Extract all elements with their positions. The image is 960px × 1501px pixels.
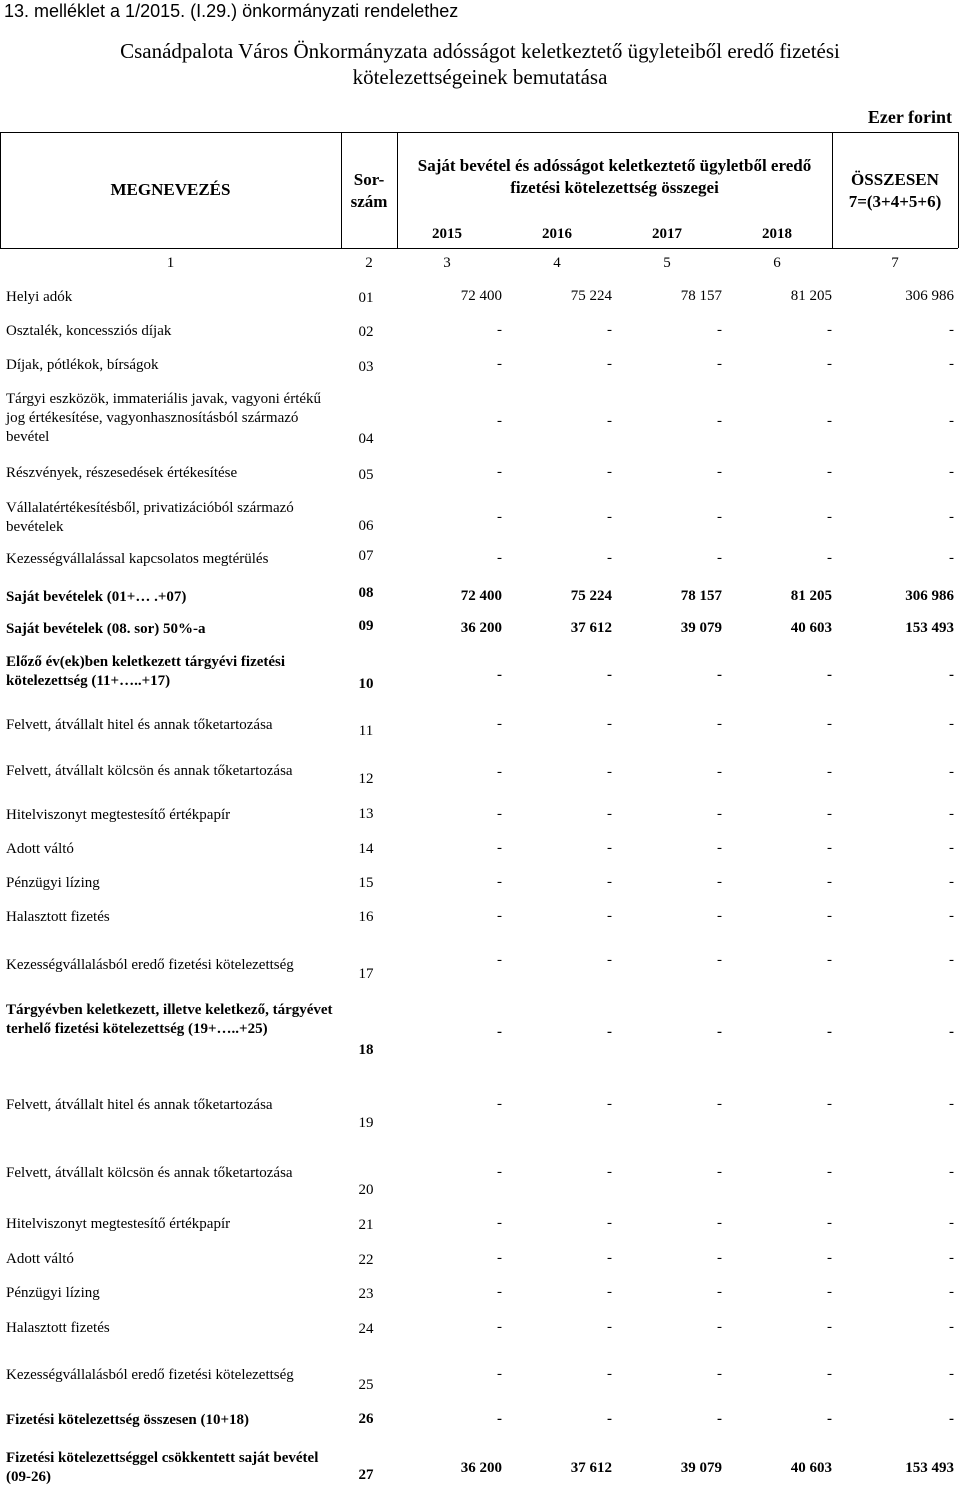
- row-13-value-2017: -: [717, 806, 722, 822]
- row-code-07: 07: [358, 548, 374, 564]
- row-02-total: -: [949, 322, 954, 338]
- column-group-header-line-2: fizetési kötelezettség összegei: [510, 178, 719, 197]
- row-label-20: Felvett, átvállalt kölcsön és annak tőketartozása: [6, 1165, 293, 1181]
- row-27-value-2015: 36 200: [460, 1460, 502, 1476]
- document-title-line-1: Csanádpalota Város Önkormányzata adósságot keletkeztető ügyleteiből eredő fizetési: [120, 39, 840, 63]
- row-07-value-2016: -: [607, 550, 612, 566]
- row-16-value-2016: -: [607, 908, 612, 924]
- row-05-value-2015: -: [497, 464, 502, 480]
- row-12-value-2017: -: [717, 764, 722, 780]
- row-17-value-2016: -: [607, 952, 612, 968]
- row-12-total: -: [949, 764, 954, 780]
- header-divider-3: [832, 132, 833, 248]
- row-16-total: -: [949, 908, 954, 924]
- row-code-18: 18: [358, 1042, 374, 1058]
- row-label-23: Pénzügyi lízing: [6, 1285, 100, 1301]
- row-label-10: Előző év(ek)ben keletkezett tárgyévi fizetési kötelezettség (11+…..+17): [6, 654, 286, 689]
- row-04-value-2015: -: [497, 413, 502, 429]
- column-number-3: 3: [443, 255, 451, 271]
- column-number-6: 6: [773, 255, 781, 271]
- column-header-code-line-1: Sor-: [353, 170, 385, 189]
- year-header-2017: 2017: [652, 226, 682, 242]
- row-06-value-2016: -: [607, 509, 612, 525]
- column-header-total-line-1: ÖSSZESEN: [851, 170, 939, 189]
- row-23-value-2018: -: [827, 1284, 832, 1300]
- row-code-13: 13: [358, 806, 374, 822]
- row-05-total: -: [949, 464, 954, 480]
- row-24-value-2015: -: [497, 1319, 502, 1335]
- row-21-value-2017: -: [717, 1215, 722, 1231]
- header-right-border: [958, 132, 959, 248]
- row-25-value-2015: -: [497, 1366, 502, 1382]
- row-01-value-2018: 81 205: [790, 288, 832, 304]
- currency-unit: Ezer forint: [867, 107, 952, 127]
- row-26-value-2018: -: [827, 1411, 832, 1427]
- row-01-total: 306 986: [905, 288, 954, 304]
- row-25-value-2018: -: [827, 1366, 832, 1382]
- header-bottom-border: [0, 248, 958, 249]
- row-label-01: Helyi adók: [6, 289, 73, 305]
- row-24-value-2017: -: [717, 1319, 722, 1335]
- row-14-value-2015: -: [497, 840, 502, 856]
- row-08-value-2016: 75 224: [570, 588, 612, 604]
- row-label-25: Kezességvállalásból eredő fizetési kötelezettség: [6, 1367, 294, 1383]
- row-02-value-2017: -: [717, 322, 722, 338]
- column-header-code-line-2: szám: [350, 192, 388, 211]
- row-label-13: Hitelviszonyt megtestesítő értékpapír: [6, 807, 231, 823]
- row-19-value-2017: -: [717, 1096, 722, 1112]
- row-03-value-2018: -: [827, 356, 832, 372]
- row-code-27: 27: [358, 1467, 374, 1483]
- row-label-14: Adott váltó: [6, 841, 74, 857]
- row-26-value-2015: -: [497, 1411, 502, 1427]
- annex-reference: 13. melléklet a 1/2015. (I.29.) önkormányzati rendelethez: [4, 1, 459, 21]
- row-code-05: 05: [358, 467, 374, 483]
- row-code-06: 06: [358, 518, 374, 534]
- row-12-value-2018: -: [827, 764, 832, 780]
- row-25-value-2016: -: [607, 1366, 612, 1382]
- row-03-total: -: [949, 356, 954, 372]
- document-title-line-2: kötelezettségeinek bemutatása: [352, 65, 608, 89]
- year-header-2015: 2015: [432, 226, 462, 242]
- row-11-value-2016: -: [607, 716, 612, 732]
- row-01-value-2016: 75 224: [570, 288, 612, 304]
- row-06-value-2018: -: [827, 509, 832, 525]
- row-code-20: 20: [358, 1182, 374, 1198]
- row-25-total: -: [949, 1366, 954, 1382]
- row-code-24: 24: [358, 1321, 374, 1337]
- row-label-22: Adott váltó: [6, 1251, 74, 1267]
- row-code-03: 03: [358, 359, 374, 375]
- row-code-15: 15: [358, 875, 374, 891]
- column-number-2: 2: [365, 255, 373, 271]
- row-10-value-2015: -: [497, 667, 502, 683]
- row-19-value-2018: -: [827, 1096, 832, 1112]
- row-17-total: -: [949, 952, 954, 968]
- row-code-21: 21: [358, 1217, 374, 1233]
- row-07-total: -: [949, 550, 954, 566]
- row-12-value-2015: -: [497, 764, 502, 780]
- row-22-total: -: [949, 1250, 954, 1266]
- row-14-value-2018: -: [827, 840, 832, 856]
- row-06-total: -: [949, 509, 954, 525]
- row-17-value-2015: -: [497, 952, 502, 968]
- row-label-15: Pénzügyi lízing: [6, 875, 100, 891]
- row-27-value-2016: 37 612: [570, 1460, 612, 1476]
- row-14-value-2016: -: [607, 840, 612, 856]
- row-label-16: Halasztott fizetés: [6, 909, 110, 925]
- row-16-value-2017: -: [717, 908, 722, 924]
- row-06-value-2017: -: [717, 509, 722, 525]
- row-03-value-2017: -: [717, 356, 722, 372]
- row-label-06: Vállalatértékesítésből, privatizációból származó bevételek: [6, 500, 294, 535]
- row-label-09: Saját bevételek (08. sor) 50%-a: [6, 621, 206, 637]
- row-22-value-2018: -: [827, 1250, 832, 1266]
- header-divider-1: [341, 132, 342, 248]
- row-04-value-2017: -: [717, 413, 722, 429]
- row-01-value-2015: 72 400: [460, 288, 502, 304]
- row-24-total: -: [949, 1319, 954, 1335]
- row-23-value-2017: -: [717, 1284, 722, 1300]
- row-23-value-2015: -: [497, 1284, 502, 1300]
- row-02-value-2018: -: [827, 322, 832, 338]
- row-08-total: 306 986: [905, 588, 954, 604]
- row-19-value-2016: -: [607, 1096, 612, 1112]
- row-label-18: Tárgyévben keletkezett, illetve keletkező, tárgyévet terhelő fizetési kötelezettség (19+…..+25): [6, 1002, 333, 1037]
- row-22-value-2015: -: [497, 1250, 502, 1266]
- table-top-border: [0, 132, 958, 133]
- row-code-19: 19: [358, 1115, 374, 1131]
- row-20-value-2017: -: [717, 1164, 722, 1180]
- row-code-26: 26: [358, 1411, 374, 1427]
- row-code-22: 22: [358, 1252, 374, 1268]
- row-26-value-2017: -: [717, 1411, 722, 1427]
- row-label-11: Felvett, átvállalt hitel és annak tőketartozása: [6, 717, 273, 733]
- row-label-07: Kezességvállalással kapcsolatos megtérülés: [6, 551, 269, 567]
- row-label-19: Felvett, átvállalt hitel és annak tőketartozása: [6, 1097, 273, 1113]
- row-09-value-2016: 37 612: [570, 620, 612, 636]
- row-11-value-2015: -: [497, 716, 502, 732]
- row-05-value-2017: -: [717, 464, 722, 480]
- row-13-total: -: [949, 806, 954, 822]
- row-21-value-2015: -: [497, 1215, 502, 1231]
- row-21-total: -: [949, 1215, 954, 1231]
- row-code-09: 09: [358, 618, 374, 634]
- row-14-total: -: [949, 840, 954, 856]
- column-number-1: 1: [166, 255, 175, 271]
- row-20-value-2015: -: [497, 1164, 502, 1180]
- row-code-14: 14: [358, 841, 374, 857]
- row-15-value-2017: -: [717, 874, 722, 890]
- column-header-name: MEGNEVEZÉS: [110, 180, 231, 199]
- year-header-2016: 2016: [542, 226, 572, 242]
- row-12-value-2016: -: [607, 764, 612, 780]
- row-label-04: Tárgyi eszközök, immateriális javak, vagyoni értékű jog értékesítése, vagyonhasznosításból származó bevétel: [6, 391, 322, 445]
- row-23-total: -: [949, 1284, 954, 1300]
- row-21-value-2018: -: [827, 1215, 832, 1231]
- row-20-total: -: [949, 1164, 954, 1180]
- row-02-value-2016: -: [607, 322, 612, 338]
- row-18-value-2015: -: [497, 1024, 502, 1040]
- row-15-value-2016: -: [607, 874, 612, 890]
- row-25-value-2017: -: [717, 1366, 722, 1382]
- row-23-value-2016: -: [607, 1284, 612, 1300]
- row-19-value-2015: -: [497, 1096, 502, 1112]
- row-08-value-2015: 72 400: [460, 588, 502, 604]
- row-label-17: Kezességvállalásból eredő fizetési kötelezettség: [6, 957, 294, 973]
- row-08-value-2017: 78 157: [680, 588, 722, 604]
- row-11-total: -: [949, 716, 954, 732]
- row-09-value-2017: 39 079: [680, 620, 722, 636]
- row-27-value-2018: 40 603: [790, 1460, 832, 1476]
- row-13-value-2015: -: [497, 806, 502, 822]
- row-13-value-2018: -: [827, 806, 832, 822]
- row-08-value-2018: 81 205: [790, 588, 832, 604]
- column-number-4: 4: [553, 255, 561, 271]
- column-number-5: 5: [663, 255, 671, 271]
- row-15-total: -: [949, 874, 954, 890]
- row-09-total: 153 493: [905, 620, 954, 636]
- row-13-value-2016: -: [607, 806, 612, 822]
- row-10-value-2018: -: [827, 667, 832, 683]
- row-18-value-2016: -: [607, 1024, 612, 1040]
- row-21-value-2016: -: [607, 1215, 612, 1231]
- row-code-11: 11: [358, 723, 374, 739]
- row-18-value-2017: -: [717, 1024, 722, 1040]
- row-24-value-2018: -: [827, 1319, 832, 1335]
- row-24-value-2016: -: [607, 1319, 612, 1335]
- row-22-value-2017: -: [717, 1250, 722, 1266]
- row-label-26: Fizetési kötelezettség összesen (10+18): [6, 1412, 250, 1428]
- row-code-08: 08: [358, 585, 374, 601]
- row-10-total: -: [949, 667, 954, 683]
- row-09-value-2015: 36 200: [460, 620, 502, 636]
- row-15-value-2018: -: [827, 874, 832, 890]
- row-26-value-2016: -: [607, 1411, 612, 1427]
- row-02-value-2015: -: [497, 322, 502, 338]
- row-03-value-2015: -: [497, 356, 502, 372]
- row-label-21: Hitelviszonyt megtestesítő értékpapír: [6, 1216, 231, 1232]
- row-04-value-2016: -: [607, 413, 612, 429]
- row-code-04: 04: [358, 431, 374, 447]
- year-header-2018: 2018: [762, 226, 792, 242]
- column-number-7: 7: [891, 255, 899, 271]
- row-16-value-2015: -: [497, 908, 502, 924]
- row-code-16: 16: [358, 909, 374, 925]
- row-code-23: 23: [358, 1286, 374, 1302]
- row-14-value-2017: -: [717, 840, 722, 856]
- row-label-02: Osztalék, koncessziós díjak: [6, 323, 172, 339]
- row-04-total: -: [949, 413, 954, 429]
- row-22-value-2016: -: [607, 1250, 612, 1266]
- row-17-value-2017: -: [717, 952, 722, 968]
- row-label-12: Felvett, átvállalt kölcsön és annak tőketartozása: [6, 763, 293, 779]
- row-17-value-2018: -: [827, 952, 832, 968]
- row-code-01: 01: [358, 290, 374, 306]
- row-10-value-2016: -: [607, 667, 612, 683]
- row-26-total: -: [949, 1411, 954, 1427]
- row-19-total: -: [949, 1096, 954, 1112]
- row-code-10: 10: [358, 676, 374, 692]
- row-label-24: Halasztott fizetés: [6, 1320, 110, 1336]
- row-11-value-2017: -: [717, 716, 722, 732]
- row-16-value-2018: -: [827, 908, 832, 924]
- row-04-value-2018: -: [827, 413, 832, 429]
- row-27-value-2017: 39 079: [680, 1460, 722, 1476]
- row-label-27: Fizetési kötelezettséggel csökkentett saját bevétel (09-26): [6, 1450, 319, 1485]
- column-group-header-line-1: Saját bevétel és adósságot keletkeztető ügyletből eredő: [417, 156, 812, 175]
- row-label-05: Részvények, részesedések értékesítése: [6, 465, 238, 481]
- row-07-value-2018: -: [827, 550, 832, 566]
- row-label-08: Saját bevételek (01+… .+07): [6, 589, 187, 605]
- row-11-value-2018: -: [827, 716, 832, 732]
- row-18-value-2018: -: [827, 1024, 832, 1040]
- row-code-25: 25: [358, 1377, 374, 1393]
- row-07-value-2017: -: [717, 550, 722, 566]
- row-18-total: -: [949, 1024, 954, 1040]
- row-03-value-2016: -: [607, 356, 612, 372]
- row-code-02: 02: [358, 324, 374, 340]
- row-20-value-2018: -: [827, 1164, 832, 1180]
- row-label-03: Díjak, pótlékok, bírságok: [6, 357, 159, 373]
- row-09-value-2018: 40 603: [790, 620, 832, 636]
- row-10-value-2017: -: [717, 667, 722, 683]
- row-code-12: 12: [358, 771, 374, 787]
- row-27-total: 153 493: [905, 1460, 954, 1476]
- row-05-value-2018: -: [827, 464, 832, 480]
- row-20-value-2016: -: [607, 1164, 612, 1180]
- column-header-total-line-2: 7=(3+4+5+6): [848, 192, 942, 211]
- row-06-value-2015: -: [497, 509, 502, 525]
- row-07-value-2015: -: [497, 550, 502, 566]
- row-05-value-2016: -: [607, 464, 612, 480]
- row-01-value-2017: 78 157: [680, 288, 722, 304]
- row-code-17: 17: [358, 966, 374, 982]
- row-15-value-2015: -: [497, 874, 502, 890]
